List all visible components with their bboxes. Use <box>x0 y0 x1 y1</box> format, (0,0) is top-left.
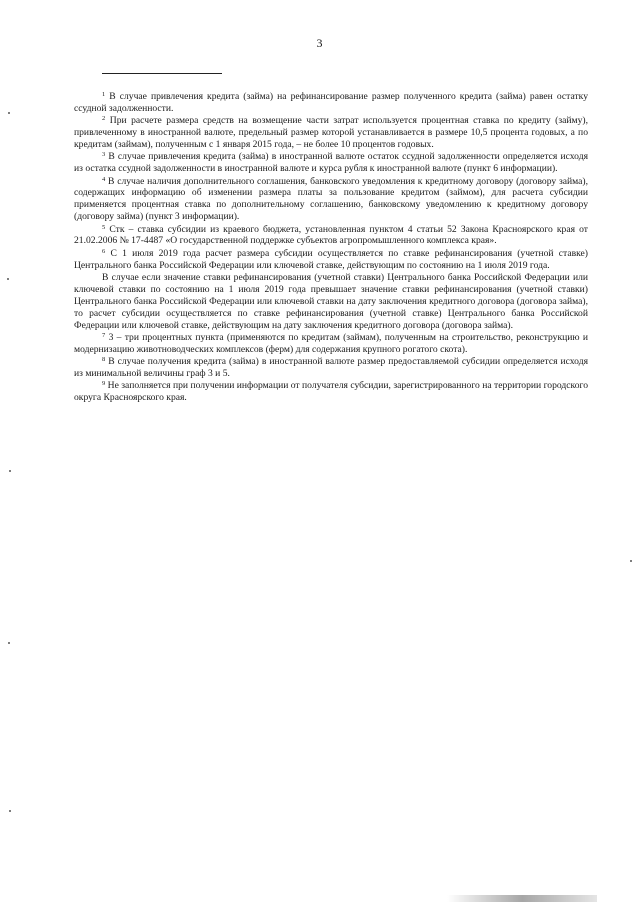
footnote-text: С 1 июля 2019 года расчет размера субсидии осуществляется по ставке рефинансирования (учетной ставке) Центрального банка Российской Федерации или ключевой ставке, действующим по состоянию на 1 июля 2019 года. <box>74 247 588 271</box>
footnote-6 <box>74 248 588 272</box>
footnote-mark: 5 <box>102 223 106 231</box>
scan-artifact <box>9 810 11 812</box>
scan-artifact <box>9 470 11 472</box>
footnote-6-continuation <box>74 272 588 332</box>
footnote-2 <box>74 115 588 151</box>
footnote-text: 3 – три процентных пункта (применяются по кредитам (займам), полученным на строительство, реконструкцию и модернизацию животноводческих комплексов (ферм) для содержания крупного рогатого скота). <box>74 331 588 355</box>
footnote-mark: 2 <box>102 115 106 123</box>
footnote-mark: 9 <box>102 380 106 388</box>
scan-artifact <box>7 278 9 280</box>
footnote-text: Не заполняется при получении информации от получателя субсидии, зарегистрированного на территории городского округа Красноярского края. <box>74 380 588 404</box>
footnote-4 <box>74 176 588 224</box>
footnote-mark: 1 <box>102 91 106 98</box>
footnote-mark: 6 <box>102 247 106 255</box>
footnote-1 <box>74 91 588 115</box>
footnote-8 <box>74 356 588 380</box>
footnotes-section <box>74 91 588 404</box>
scan-artifact <box>8 642 10 644</box>
scan-artifact <box>447 895 597 902</box>
footnote-mark: 8 <box>102 356 106 364</box>
footnote-text: В случае получения кредита (займа) в иностранной валюте размер предоставляемой субсидии определяется исходя из минимальной величины граф 3 и 5. <box>74 356 588 379</box>
footnote-mark: 3 <box>102 151 106 159</box>
footnote-separator <box>102 73 222 74</box>
footnote-5 <box>74 224 588 248</box>
footnote-mark: 4 <box>102 175 106 183</box>
scan-artifact <box>630 560 632 562</box>
footnote-3 <box>74 151 588 175</box>
footnote-text: В случае если значение ставки рефинансирования (учетной ставки) Центрального банка Российской Федерации или ключевой ставки по состоянию на 1 июля 2019 года превышает значение ставки рефинансирования (учетной ставки) Центрального банка Российской Федерации или ключевой ставки на дату заключения кредитного договора (договора займа), то расчет субсидии осуществляется по ставке рефинансирования (учетной ставке) Центрального банка Российской Федерации или ключевой ставке, действующим на дату заключения кредитного договора (договора займа). <box>74 271 588 331</box>
footnote-text: В случае наличия дополнительного соглашения, банковского уведомления к кредитному договору (договору займа), содержащих информацию об изменении размера платы за пользование кредитом (займом), для расчета субсидии применяется процентная ставка по дополнительному соглашению, банковскому уведомлению к кредитному договору (договору займа) (пункт 3 информации). <box>74 175 588 223</box>
footnote-mark: 7 <box>102 331 106 339</box>
footnote-7 <box>74 332 588 356</box>
page-number: 3 <box>316 36 323 50</box>
footnote-9 <box>74 380 588 404</box>
footnote-text: Стк – ставка субсидии из краевого бюджета, установленная пунктом 4 статьи 52 Закона Красноярского края от 21.02.2006 № 17-4487 «О государственной поддержке субъектов агропромышленного комплекса края». <box>74 223 588 247</box>
footnote-text: В случае привлечения кредита (займа) на рефинансирование размер полученного кредита (займа) равен остатку ссудной задолженности. <box>74 91 588 114</box>
footnote-text: При расчете размера средств на возмещение части затрат используется процентная ставка по кредиту (займу), привлеченному в иностранной валюте, предельный размер которой устанавливается в размере 10,5 процента годовых, а по кредитам (займам), полученным с 1 января 2015 года, – не более 10 процентов годовых. <box>74 115 588 151</box>
scan-artifact <box>8 112 10 114</box>
footnote-text: В случае привлечения кредита (займа) в иностранной валюте остаток ссудной задолженности определяется исходя из остатка ссудной задолженности в иностранной валюте и курса рубля к иностранной валюте (пункт 6 информации). <box>74 151 588 175</box>
